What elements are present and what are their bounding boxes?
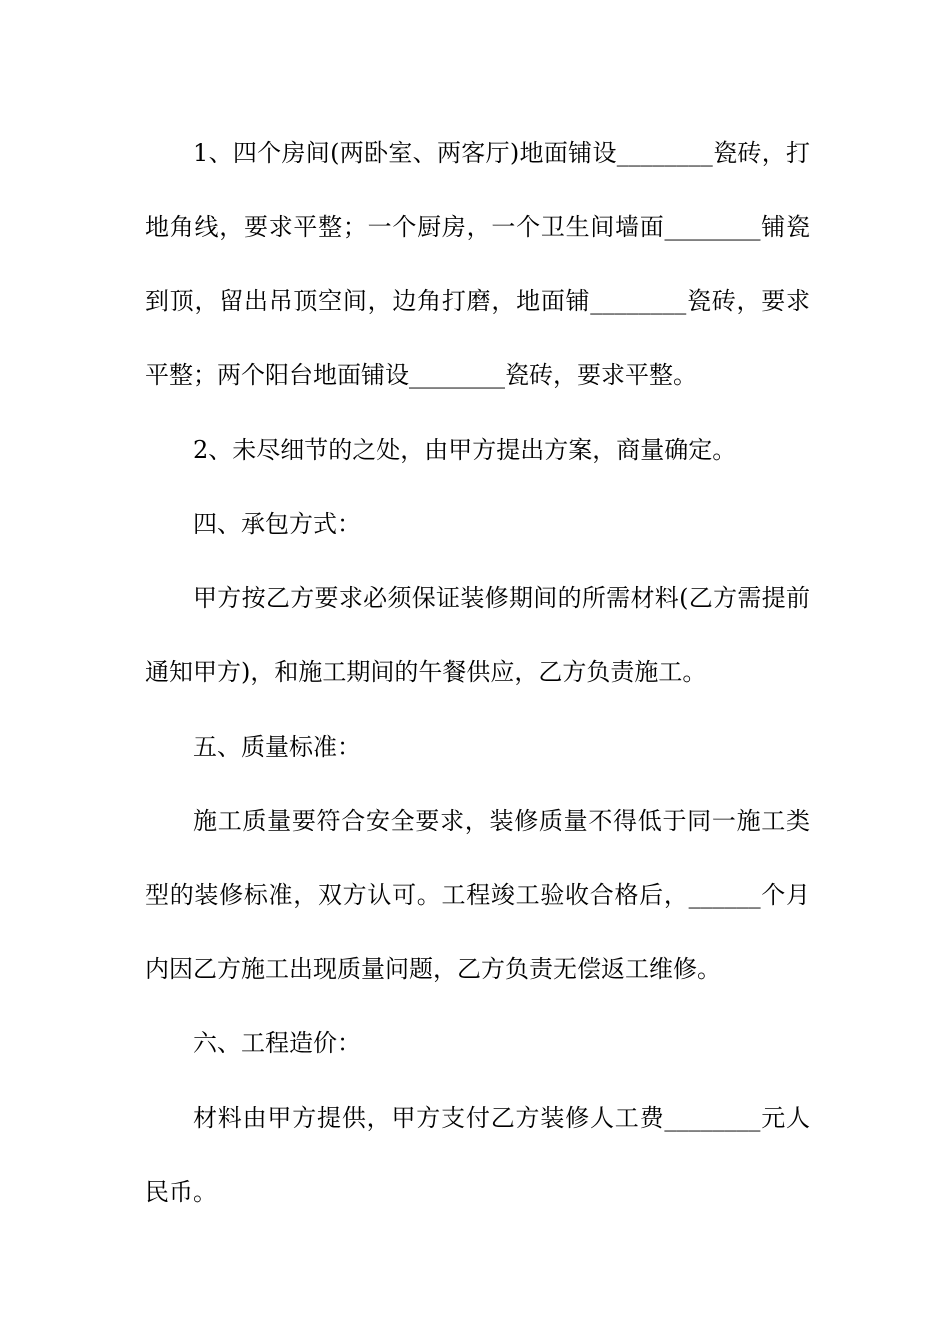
paragraph-5-line-1: 材料由甲方提供，甲方支付乙方装修人工费________元人: [193, 1104, 810, 1132]
paragraph-4-line-3: 内因乙方施工出现质量问题，乙方负责无偿返工维修。: [145, 955, 721, 983]
paragraph-2-line-1: 2、未尽细节的之处，由甲方提出方案，商量确定。: [193, 436, 737, 464]
paragraph-1-line-1: 1、四个房间(两卧室、两客厅)地面铺设________瓷砖，打: [193, 139, 810, 167]
paragraph-3-line-1: 甲方按乙方要求必须保证装修期间的所需材料(乙方需提前: [193, 584, 810, 612]
paragraph-3-line-2: 通知甲方)，和施工期间的午餐供应，乙方负责施工。: [145, 658, 707, 686]
paragraph-4-line-2: 型的装修标准，双方认可。工程竣工验收合格后，______个月: [145, 881, 810, 909]
paragraph-4-line-1: 施工质量要符合安全要求，装修质量不得低于同一施工类: [193, 807, 810, 835]
paragraph-1-line-3: 到顶，留出吊顶空间，边角打磨，地面铺________瓷砖，要求: [145, 287, 810, 315]
section-heading-contract-mode: 四、承包方式：: [193, 510, 361, 538]
section-heading-quality-standard: 五、质量标准：: [193, 733, 361, 761]
paragraph-1-line-4: 平整；两个阳台地面铺设________瓷砖，要求平整。: [145, 361, 697, 389]
section-heading-project-cost: 六、工程造价：: [193, 1029, 361, 1057]
paragraph-1-line-2: 地角线，要求平整；一个厨房，一个卫生间墙面________铺瓷: [145, 213, 810, 241]
paragraph-5-line-2: 民币。: [145, 1178, 217, 1206]
